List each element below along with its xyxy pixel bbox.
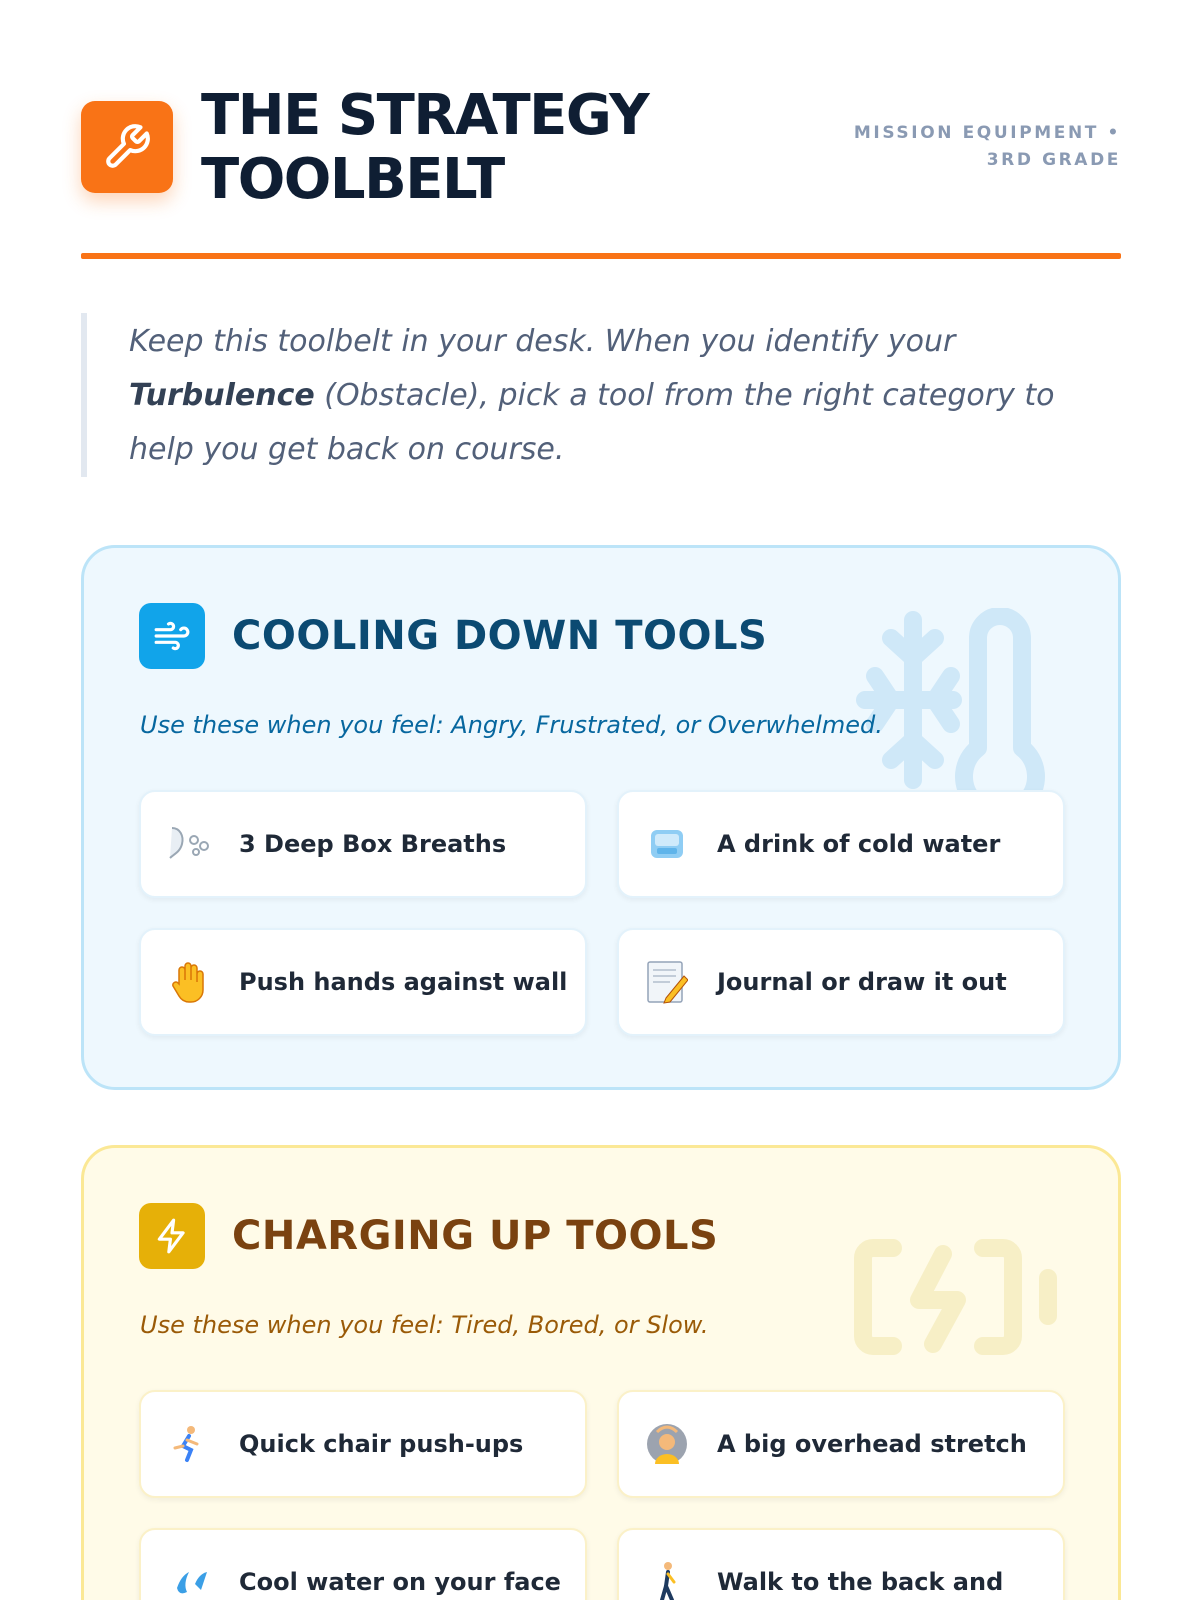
tool-label: Walk to the back and (717, 1568, 1004, 1596)
stretching-person-icon (643, 1420, 691, 1468)
logo-badge (81, 101, 173, 193)
tool-card[interactable] (139, 928, 587, 1036)
tool-card[interactable] (617, 790, 1065, 898)
snowflake-thermometer-icon (853, 608, 1063, 808)
walking-person-icon (643, 1558, 691, 1600)
cooling-down-section (81, 545, 1121, 1090)
tool-label: Journal or draw it out (717, 968, 1007, 996)
running-person-icon (165, 1420, 213, 1468)
tool-label: Quick chair push-ups (239, 1430, 524, 1458)
wrench-icon (102, 122, 152, 172)
tool-label: 3 Deep Box Breaths (239, 830, 507, 858)
raised-hand-icon (165, 958, 213, 1006)
grade-meta (821, 120, 1121, 174)
section-title: COOLING DOWN TOOLS (232, 613, 768, 659)
tool-card[interactable] (617, 1390, 1065, 1498)
tool-card[interactable] (617, 928, 1065, 1036)
intro-callout (81, 313, 1121, 477)
tool-label: A drink of cold water (717, 830, 1001, 858)
page-title: THE STRATEGY TOOLBELT (201, 83, 649, 212)
breath-icon (165, 820, 213, 868)
tool-card[interactable] (139, 790, 587, 898)
tool-card[interactable] (139, 1528, 587, 1600)
tool-label: Cool water on your face (239, 1568, 561, 1596)
section-title: CHARGING UP TOOLS (232, 1213, 719, 1259)
ice-cube-icon (643, 820, 691, 868)
tool-card[interactable] (617, 1528, 1065, 1600)
meta-line-2: 3RD GRADE (986, 150, 1121, 170)
page-header (81, 80, 1121, 260)
charging-up-section (81, 1145, 1121, 1600)
meta-line-1: MISSION EQUIPMENT • (853, 123, 1121, 143)
tool-label: Push hands against wall (239, 968, 568, 996)
section-subtitle: Use these when you feel: Tired, Bored, or Slow. (140, 1311, 709, 1339)
memo-icon (643, 958, 691, 1006)
battery-charging-icon (853, 1208, 1063, 1408)
lightning-icon (139, 1203, 205, 1269)
intro-text-2: (Obstacle), pick a tool from the right category to help you get back on course. (129, 378, 1055, 467)
wind-icon (139, 603, 205, 669)
tool-card[interactable] (139, 1390, 587, 1498)
header-divider (81, 253, 1121, 259)
section-subtitle: Use these when you feel: Angry, Frustrated, or Overwhelmed. (140, 711, 883, 739)
intro-text-1: Keep this toolbelt in your desk. When you identify your (129, 324, 956, 359)
water-splash-icon (165, 1558, 213, 1600)
intro-bold-term: Turbulence (129, 378, 315, 413)
tool-label: A big overhead stretch (717, 1430, 1027, 1458)
